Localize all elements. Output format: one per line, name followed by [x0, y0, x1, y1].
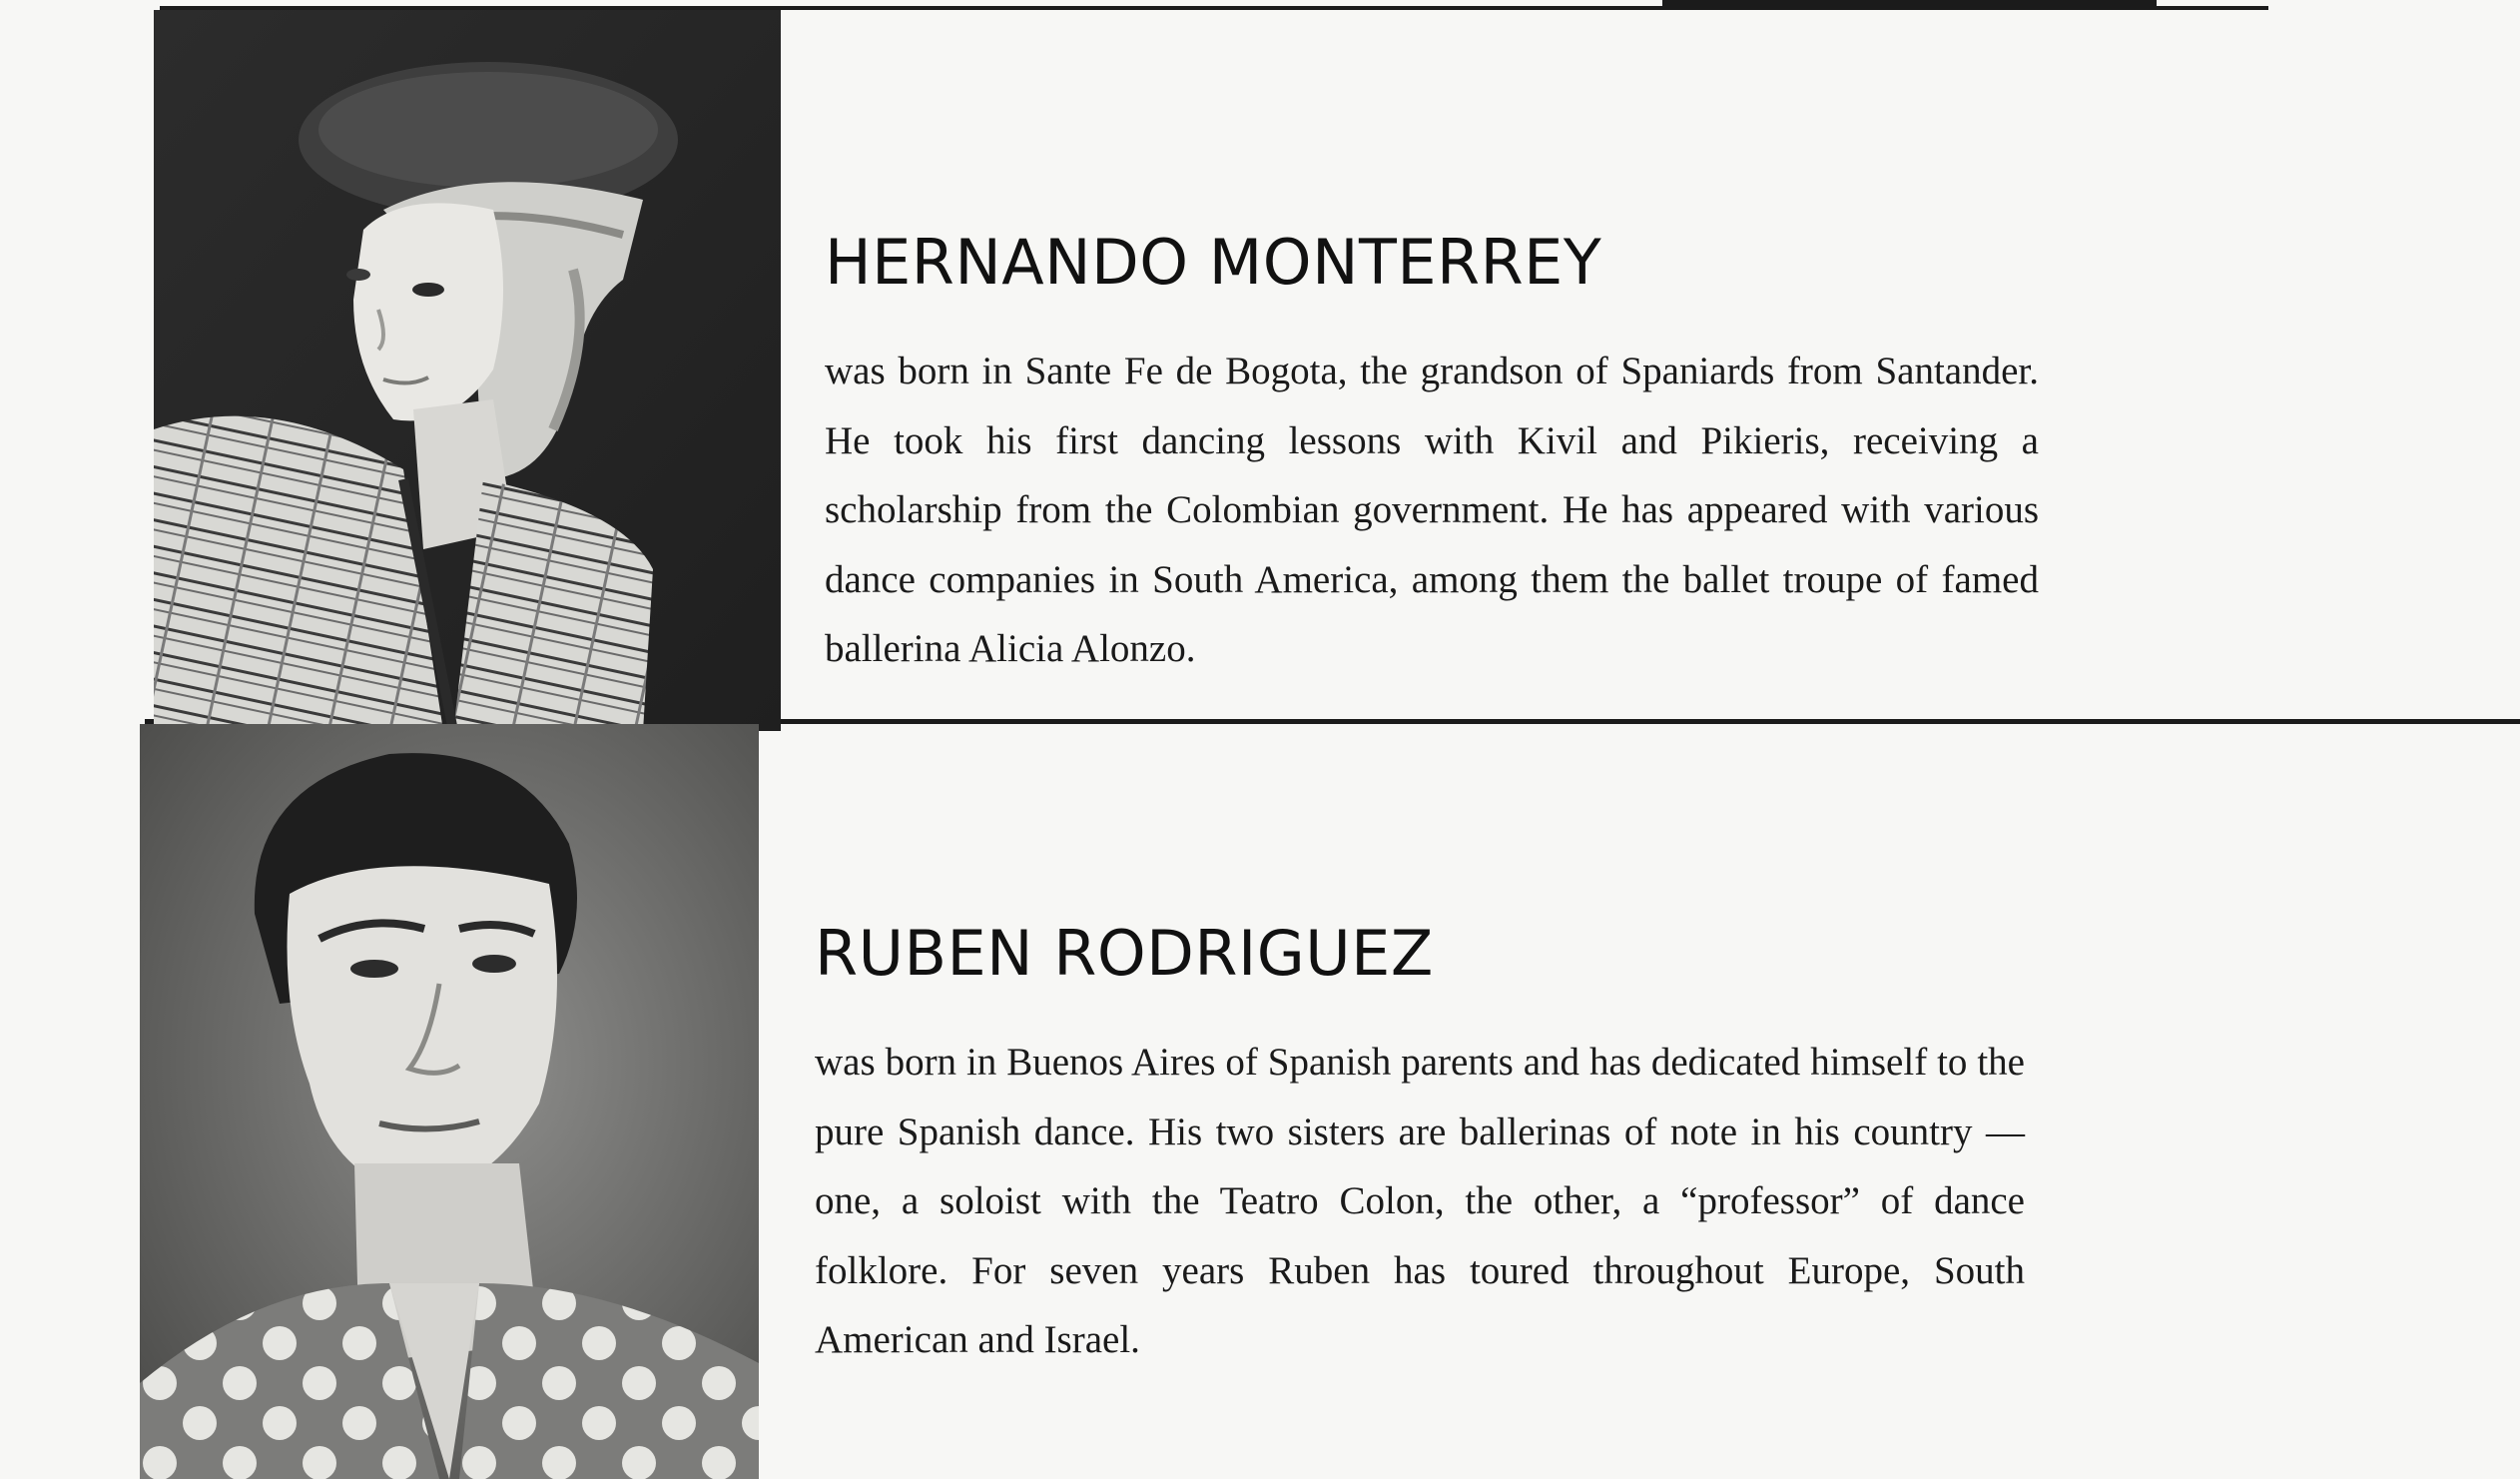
profile-name: RUBEN RODRIGUEZ: [815, 917, 1434, 990]
profile-ruben: [815, 917, 2025, 1375]
portrait-photo-ruben: [140, 724, 759, 1479]
profile-name: HERNANDO MONTERREY: [825, 226, 1602, 299]
portrait-photo-hernando: [154, 10, 781, 731]
profile-bio: was born in Sante Fe de Bogota, the grandson of Spaniards from Santander. He took his first dancing lessons with Kivil and Pikieris, receiving a scholarship from the Colombian government. He has appeared with various dance companies in South America, among them the ballet troupe of famed ballerina Alicia Alonzo.: [825, 350, 2039, 670]
top-rule-heavy: [1662, 0, 2157, 8]
profile-hernando: [825, 226, 2039, 684]
profile-bio: was born in Buenos Aires of Spanish parents and has dedicated himself to the pure Spanish dance. His two sisters are ballerinas of note in his country — one, a soloist with the Teatro Colon, the other, a “professor” of dance folklore. For seven years Ruben has toured throughout Europe, South American and Israel.: [815, 1041, 2025, 1361]
